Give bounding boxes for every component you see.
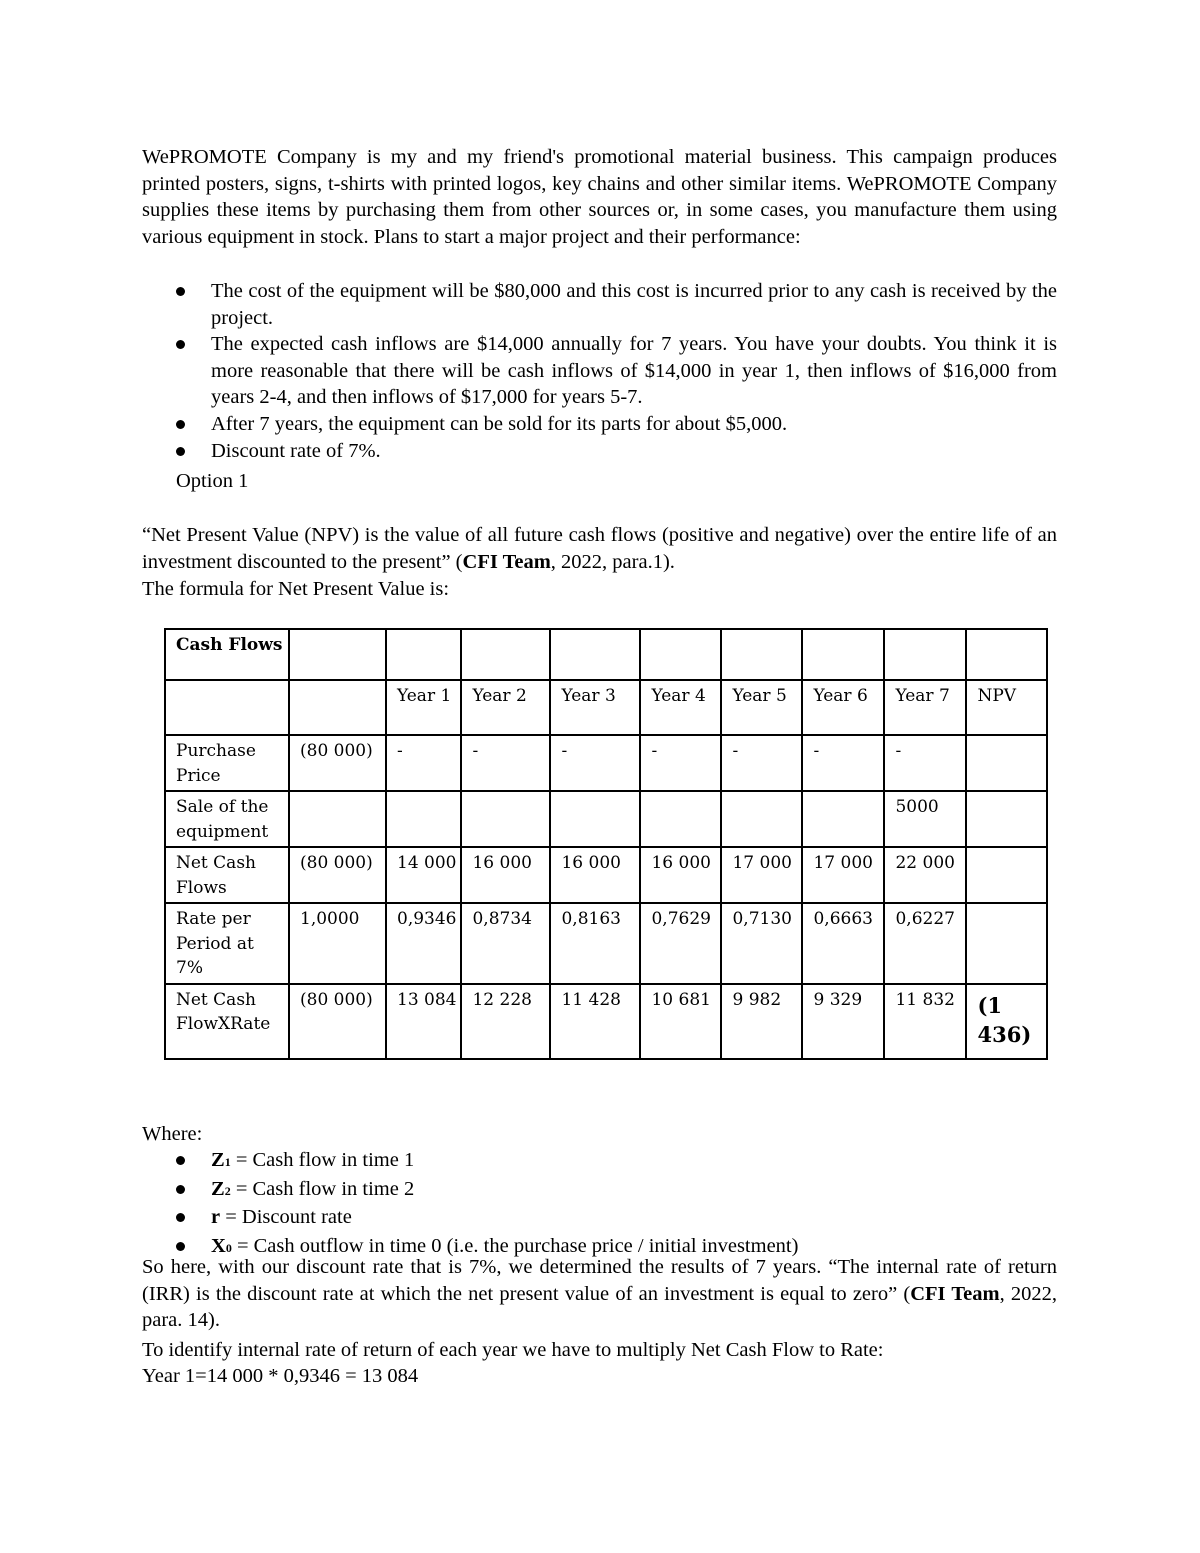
irr-instruction: To identify internal rate of return of each year we have to multiply Net Cash Flow to Rate: — [142, 1339, 884, 1361]
row-label: Net Cash Flows — [165, 847, 289, 903]
formula-intro: The formula for Net Present Value is: — [142, 578, 450, 600]
bullet-icon — [176, 420, 185, 429]
npv-definition: “Net Present Value (NPV) is the value of all future cash flows (positive and negative) over the entire life of an investment discounted to the present” (CFI Team, 2022, para.1). — [142, 524, 1057, 573]
table-row: Sale of the equipment 5000 — [165, 791, 1047, 847]
row-label: Purchase Price — [165, 735, 289, 791]
list-item: The expected cash inflows are $14,000 annually for 7 years. You have your doubts. You think it is more reasonable that there will be cash inflows of $14,000 in year 1, then inflows of $16,000 from years 2-4, and then inflows of $17,000 for years 5-7. — [142, 331, 1057, 411]
table-title-cell: Cash Flows — [165, 629, 289, 680]
column-header: NPV — [966, 680, 1047, 735]
list-item: Z1 = Cash flow in time 1 — [142, 1147, 1057, 1176]
column-header: Year 7 — [884, 680, 966, 735]
list-item: The cost of the equipment will be $80,000 and this cost is incurred prior to any cash is received by the project. — [142, 278, 1057, 331]
option-label: Option 1 — [176, 470, 249, 492]
project-bullets — [142, 278, 1057, 464]
list-item: r = Discount rate — [142, 1204, 1057, 1233]
citation-author: CFI Team — [462, 550, 551, 573]
variable-legend — [142, 1147, 1057, 1261]
bullet-icon — [176, 447, 185, 456]
where-label: Where: — [142, 1123, 203, 1145]
column-header: Year 2 — [461, 680, 550, 735]
list-item: After 7 years, the equipment can be sold for its parts for about $5,000. — [142, 411, 1057, 438]
table-row: Purchase Price (80 000) - - - - - - - — [165, 735, 1047, 791]
example-calculation: Year 1=14 000 * 0,9346 = 13 084 — [142, 1365, 419, 1387]
intro-paragraph: WePROMOTE Company is my and my friend's promotional material business. This campaign produces printed posters, signs, t-shirts with printed logos, key chains and other similar items. WePROMOTE Company supplies these items by purchasing them from other sources or, in some cases, you manufacture them using various equipment in stock. Plans to start a major project and their performance: — [142, 146, 1057, 248]
citation-author: CFI Team — [910, 1282, 1000, 1305]
row-label: Rate per Period at 7% — [165, 903, 289, 984]
column-header: Year 4 — [640, 680, 721, 735]
bullet-icon — [176, 340, 185, 349]
npv-result-cell: (1 436) — [966, 984, 1047, 1059]
column-header: Year 3 — [550, 680, 640, 735]
column-header: Year 5 — [721, 680, 802, 735]
column-header: Year 6 — [802, 680, 884, 735]
list-item: Discount rate of 7%. — [142, 438, 1057, 465]
bullet-icon — [176, 287, 185, 296]
row-label: Sale of the equipment — [165, 791, 289, 847]
row-label: Net Cash FlowXRate — [165, 984, 289, 1059]
bullet-icon — [176, 1213, 185, 1222]
table-row: Rate per Period at 7% 1,0000 0,9346 0,8734 0,8163 0,7629 0,7130 0,6663 0,6227 — [165, 903, 1047, 984]
list-item: Z2 = Cash flow in time 2 — [142, 1176, 1057, 1205]
column-header: Year 1 — [386, 680, 461, 735]
table-header-row — [165, 680, 1047, 735]
bullet-icon — [176, 1156, 185, 1165]
table-row: Net Cash Flows (80 000) 14 000 16 000 16 000 16 000 17 000 17 000 22 000 — [165, 847, 1047, 903]
bullet-icon — [176, 1185, 185, 1194]
list-item: X0 = Cash outflow in time 0 (i.e. the purchase price / initial investment) — [142, 1233, 1057, 1262]
table-row — [165, 629, 1047, 680]
table-row: Net Cash FlowXRate (80 000) 13 084 12 228 11 428 10 681 9 982 9 329 11 832 (1 436) — [165, 984, 1047, 1059]
bullet-icon — [176, 1242, 185, 1251]
irr-paragraph: So here, with our discount rate that is 7%, we determined the results of 7 years. “The internal rate of return (IRR) is the discount rate at which the net present value of an investment is equal to zero” (CFI Team, 2022, para. 14). — [142, 1256, 1058, 1332]
cash-flow-table — [164, 628, 1048, 1060]
